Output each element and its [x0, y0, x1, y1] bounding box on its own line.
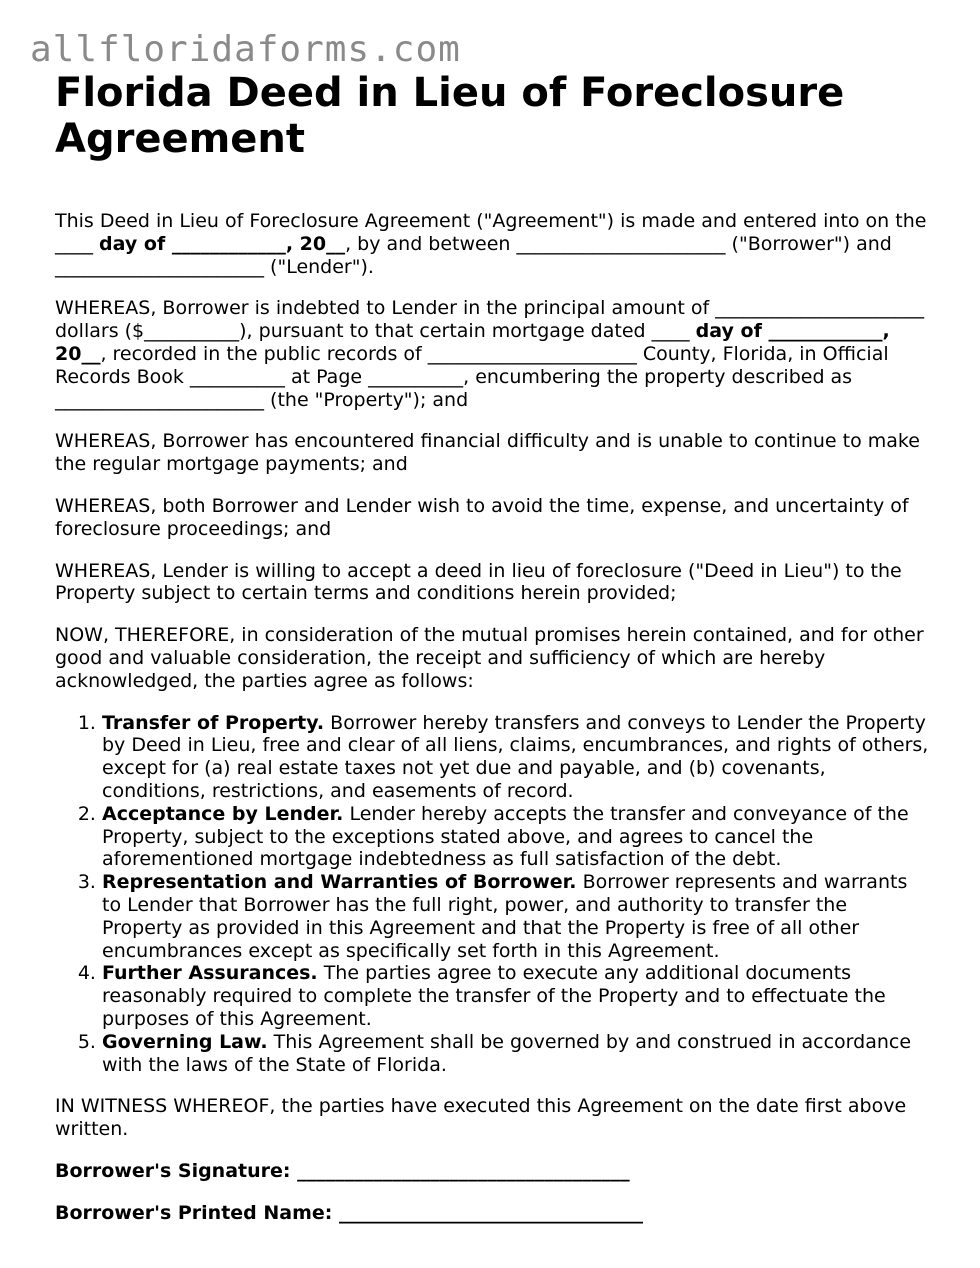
whereas-difficulty-paragraph: WHEREAS, Borrower has encountered financial difficulty and is unable to continue to make the regular mortgage payments; and: [55, 430, 920, 476]
clause-item: [102, 962, 930, 1030]
clause-heading: Further Assurances.: [102, 962, 318, 985]
clause-text: Lender hereby accepts the transfer and conveyance of the Property, subject to the exceptions stated above, and agrees to cancel the aforementioned mortgage indebtedness as full satisfaction of the debt.: [102, 802, 909, 871]
clause-heading: Transfer of Property.: [102, 711, 325, 734]
whereas1-date-blank: day of ____________, 20__: [55, 320, 890, 365]
borrower-signature-line: Borrower's Signature: ___________________________________: [55, 1159, 630, 1182]
clause-text: Borrower represents and warrants to Lender that Borrower has the full right, power, and authority to transfer the Property as provided in this Agreement and that the Property is free of all other encumbrances except as specifically set forth in this Agreement.: [102, 871, 908, 962]
whereas-indebted-paragraph: [55, 297, 930, 411]
clause-item: [102, 1031, 930, 1077]
watermark: allfloridaforms.com: [30, 29, 461, 70]
clause-heading: Representation and Warranties of Borrower.: [102, 871, 577, 894]
document-body: [55, 70, 930, 1224]
borrower-printed-name-line: Borrower's Printed Name: ________________________________: [55, 1201, 644, 1224]
now-therefore-paragraph: NOW, THEREFORE, in consideration of the mutual promises herein contained, and for other good and valuable consideration, the receipt and sufficiency of which are hereby acknowledged, the parties agree as follows:: [55, 624, 924, 692]
intro-date-blank: day of ____________, 20__: [99, 232, 346, 255]
witness-paragraph: IN WITNESS WHEREOF, the parties have executed this Agreement on the date first above written.: [55, 1095, 907, 1141]
clauses-list: [55, 712, 930, 1077]
intro-text-1: This Deed in Lieu of Foreclosure Agreement ("Agreement") is made and entered into on the ____: [55, 210, 927, 255]
intro-text-2: , by and between ______________________ ("Borrower") and ______________________ ("Lender").: [55, 232, 892, 278]
page-title: Florida Deed in Lieu of Foreclosure Agreement: [55, 70, 845, 162]
clause-item: [102, 871, 930, 962]
whereas-avoid-paragraph: WHEREAS, both Borrower and Lender wish to avoid the time, expense, and uncertainty of foreclosure proceedings; and: [55, 494, 909, 540]
clause-text: This Agreement shall be governed by and construed in accordance with the laws of the State of Florida.: [102, 1030, 912, 1076]
clause-item: [102, 803, 930, 871]
whereas1-text-1: WHEREAS, Borrower is indebted to Lender in the principal amount of ______________________ dollars ($__________), pursuant to that certain mortgage dated ____: [55, 297, 925, 343]
clause-item: [102, 712, 930, 803]
whereas1-text-2: , recorded in the public records of ______________________ County, Florida, in Official Records Book __________ at Page __________, encumbering the property described as ______________________ (the "Property"); and: [55, 342, 889, 411]
clause-text: Borrower hereby transfers and conveys to Lender the Property by Deed in Lieu, free and clear of all liens, claims, encumbrances, and rights of others, except for (a) real estate taxes not yet due and payable, and (b) covenants, conditions, restrictions, and easements of record.: [102, 711, 929, 802]
clause-heading: Governing Law.: [102, 1030, 268, 1053]
clause-heading: Acceptance by Lender.: [102, 802, 344, 825]
whereas-accept-paragraph: WHEREAS, Lender is willing to accept a deed in lieu of foreclosure ("Deed in Lieu") to the Property subject to certain terms and conditions herein provided;: [55, 559, 902, 605]
intro-paragraph: [55, 210, 930, 278]
clause-text: The parties agree to execute any additional documents reasonably required to complete the transfer of the Property and to effectuate the purposes of this Agreement.: [102, 962, 886, 1030]
